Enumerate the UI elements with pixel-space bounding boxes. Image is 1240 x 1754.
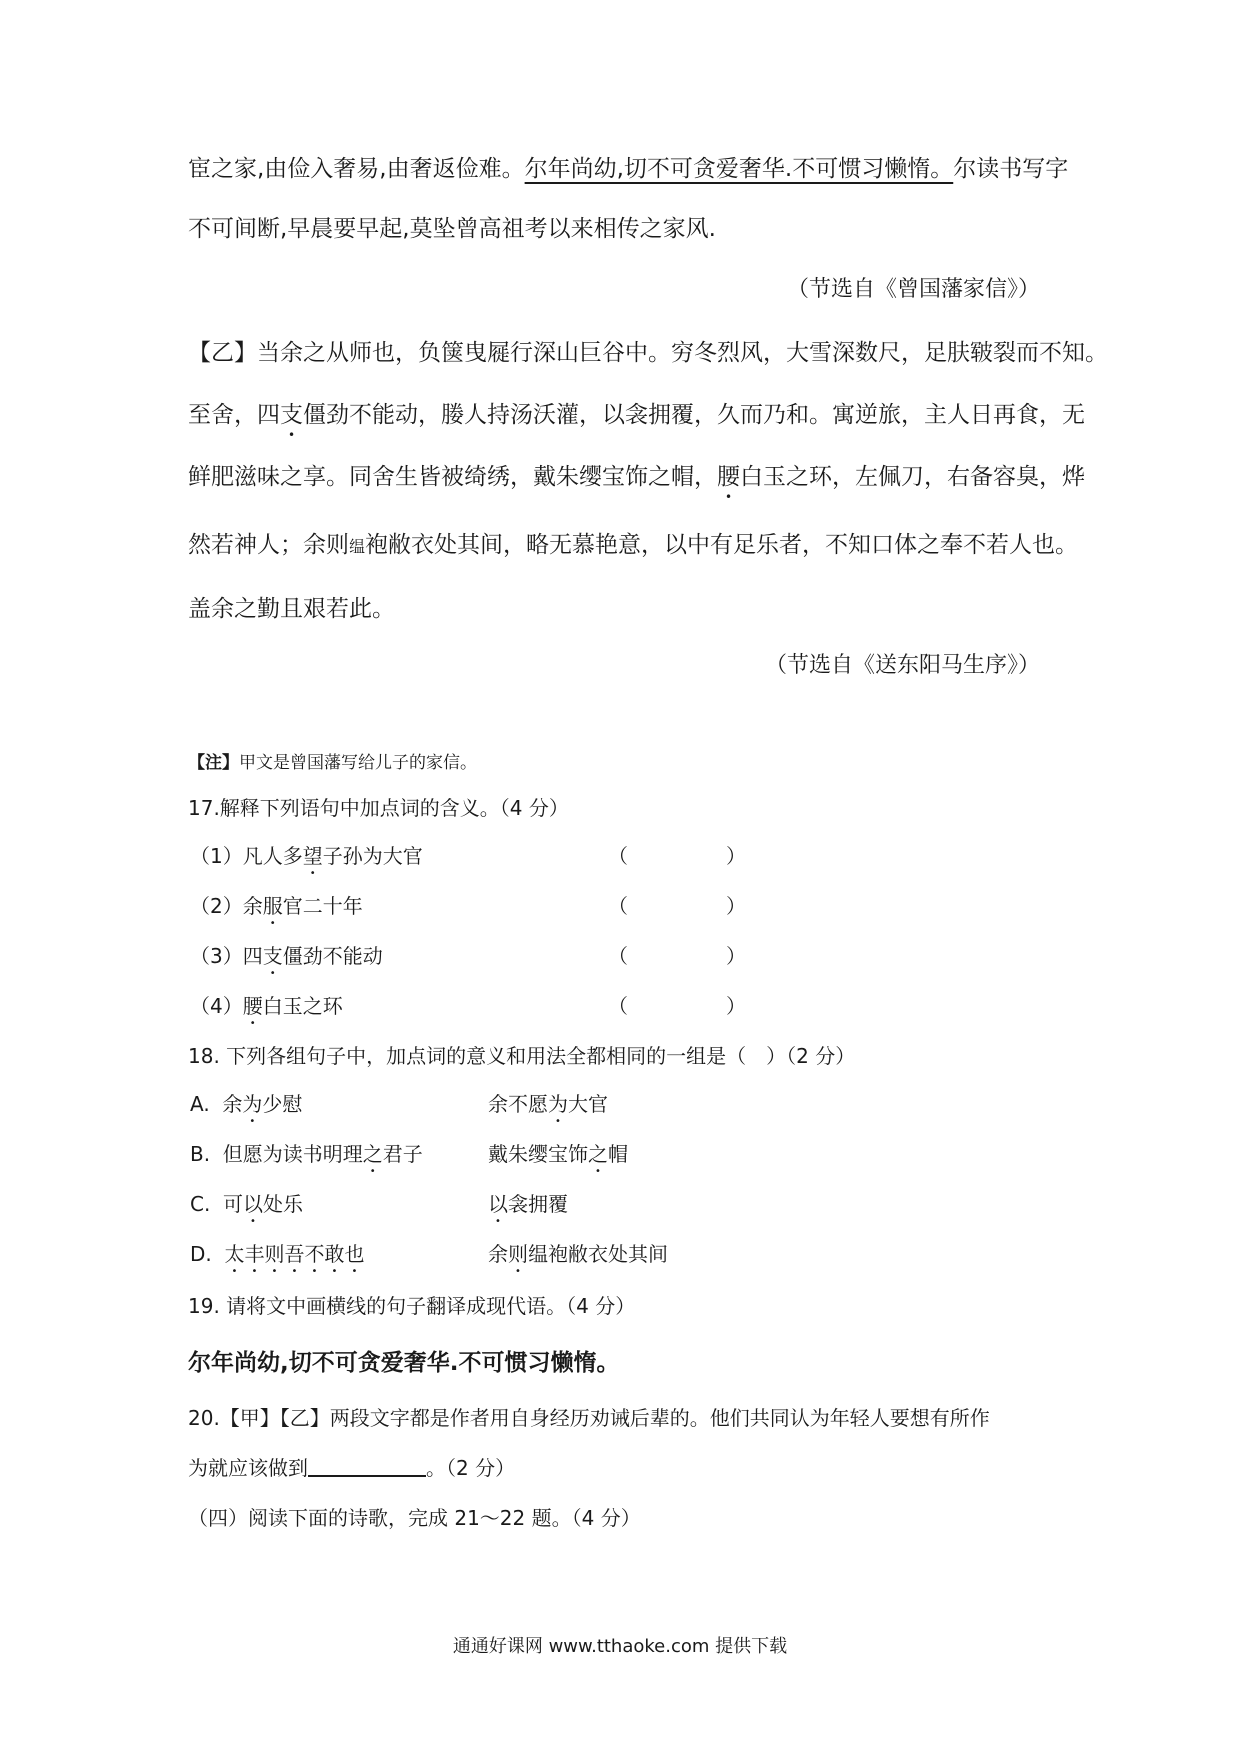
q19-stem: 19. 请将文中画横线的句子翻译成现代语。（4 分） xyxy=(188,1294,636,1318)
q18-option-d-right: 余则缊袍敝衣处其间 xyxy=(488,1242,668,1266)
jia-line-2: 不可间断,早晨要早起,莫坠曾高祖考以来相传之家风. xyxy=(188,216,716,242)
dotted-word: 腰 xyxy=(717,464,740,490)
q17-answer-2[interactable]: （ ） xyxy=(608,894,746,918)
q17-answer-4[interactable]: （ ） xyxy=(608,994,746,1018)
underlined-sentence: 尔年尚幼,切不可贪爱奢华.不可惯习懒惰。 xyxy=(524,156,954,182)
jia-source: （节选自《曾国藩家信》） xyxy=(786,277,1040,302)
q17-item-2: （2）余服官二十年 xyxy=(190,894,363,918)
q20-line-1: 20.【甲】【乙】两段文字都是作者用自身经历劝诫后辈的。他们共同认为年轻人要想有所作 xyxy=(188,1406,990,1430)
q18-option-a-right: 余不愿为大官 xyxy=(488,1092,608,1116)
q20-line-2: 为就应该做到 。（2 分） xyxy=(188,1452,515,1481)
q17-answer-3[interactable]: （ ） xyxy=(608,944,746,968)
note: 【注】甲文是曾国藩写给儿子的家信。 xyxy=(188,753,477,773)
q17-item-1: （1）凡人多望子孙为大官 xyxy=(190,844,423,868)
small-char: 缊 xyxy=(349,537,366,556)
q17-item-4: （4）腰白玉之环 xyxy=(190,994,343,1018)
q18-option-c-right: 以衾拥覆 xyxy=(488,1192,568,1216)
q20-answer-blank[interactable] xyxy=(308,1453,426,1477)
section-4-heading: （四）阅读下面的诗歌，完成 21～22 题。（4 分） xyxy=(188,1506,641,1530)
yi-line-5: 盖余之勤且艰若此。 xyxy=(188,596,395,622)
yi-source: （节选自《送东阳马生序》） xyxy=(764,653,1040,678)
dotted-word: 支 xyxy=(280,402,303,428)
q18-option-c[interactable]: C. 可以处乐 xyxy=(190,1192,304,1216)
yi-line-4: 然若神人；余则缊袍敝衣处其间，略无慕艳意，以中有足乐者，不知口体之奉不若人也。 xyxy=(188,532,1079,558)
q18-option-b[interactable]: B. 但愿为读书明理之君子 xyxy=(190,1142,423,1166)
yi-line-3: 鲜肥滋味之享。同舍生皆被绮绣，戴朱缨宝饰之帽，腰白玉之环，左佩刀，右备容臭，烨 xyxy=(188,464,1085,490)
yi-line-2: 至舍，四支僵劲不能动，媵人持汤沃灌，以衾拥覆，久而乃和。寓逆旅，主人日再食，无 xyxy=(188,402,1085,428)
q19-sentence: 尔年尚幼,切不可贪爱奢华.不可惯习懒惰。 xyxy=(188,1350,620,1376)
q18-stem: 18. 下列各组句子中，加点词的意义和用法全都相同的一组是（ ）（2 分） xyxy=(188,1044,856,1068)
q18-option-b-right: 戴朱缨宝饰之帽 xyxy=(488,1142,628,1166)
q17-answer-1[interactable]: （ ） xyxy=(608,844,746,868)
jia-line-1: 宦之家,由俭入奢易,由奢返俭难。尔年尚幼,切不可贪爱奢华.不可惯习懒惰。尔读书写字 xyxy=(188,156,1069,182)
q18-option-a[interactable]: A. 余为少慰 xyxy=(190,1092,303,1116)
page-footer: 通通好课网 www.tthaoke.com 提供下载 xyxy=(452,1636,788,1657)
q17-stem: 17.解释下列语句中加点词的含义。（4 分） xyxy=(188,796,569,820)
q18-option-d[interactable]: D. 太丰则吾不敢也 xyxy=(190,1242,365,1266)
yi-line-1: 【乙】当余之从师也，负箧曳屣行深山巨谷中。穷冬烈风，大雪深数尺，足肤皲裂而不知。 xyxy=(188,340,1108,366)
q17-item-3: （3）四支僵劲不能动 xyxy=(190,944,383,968)
